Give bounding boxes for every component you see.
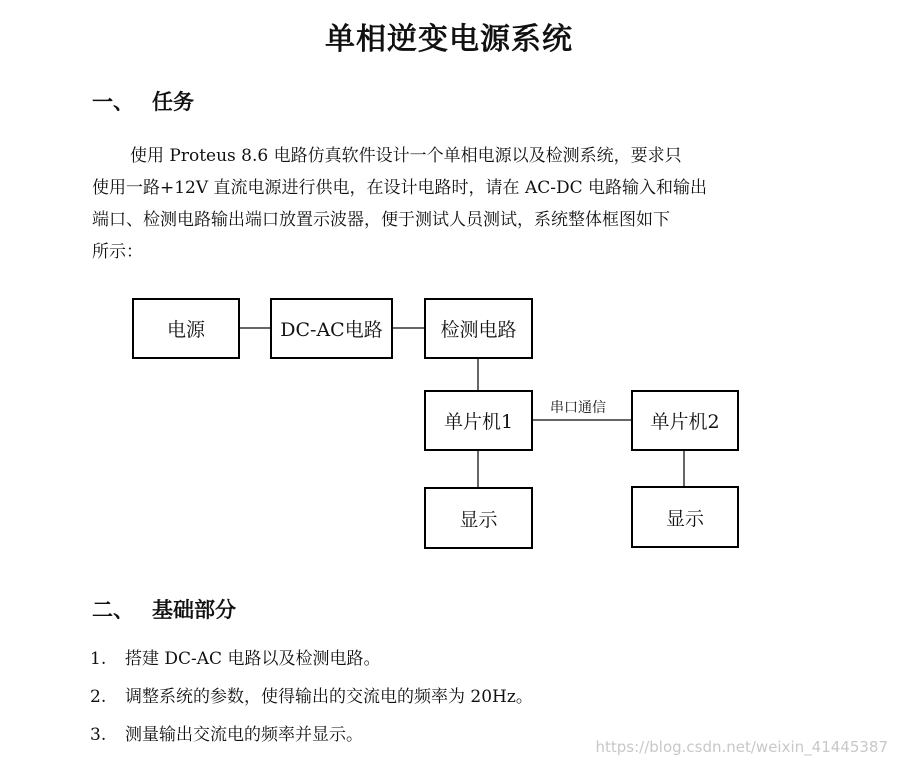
- block-display2: [631, 486, 739, 548]
- block-label: 显示: [459, 508, 498, 531]
- list-text: 测量输出交流电的频率并显示。: [125, 725, 363, 745]
- block-detect: [424, 298, 533, 359]
- section-heading-basic: [92, 594, 236, 624]
- block-label: 检测电路: [440, 319, 517, 341]
- list-index: 2.: [90, 687, 107, 707]
- block-dc-ac: [270, 298, 393, 359]
- list-index: 3.: [90, 725, 107, 745]
- basic-requirements-list: [90, 643, 533, 757]
- block-label: 单片机2: [650, 411, 720, 433]
- document-title: 单相逆变电源系统: [325, 22, 573, 57]
- block-label: DC-AC电路: [280, 319, 383, 341]
- paragraph-line: 端口、检测电路输出端口放置示波器，便于测试人员测试，系统整体框图如下: [92, 210, 670, 230]
- list-item: [90, 719, 533, 757]
- paragraph-line: 使用 Proteus 8.6 电路仿真软件设计一个单相电源以及检测系统，要求只: [130, 146, 682, 166]
- watermark-url: https://blog.csdn.net/weixin_41445387: [595, 738, 888, 756]
- list-text: 调整系统的参数，使得输出的交流电的频率为 20Hz。: [125, 687, 533, 707]
- block-mcu2: [631, 390, 739, 451]
- block-label: 单片机1: [443, 411, 514, 433]
- list-item: [90, 681, 533, 719]
- section-number: 一、: [92, 90, 134, 114]
- paragraph-line: 使用一路+12V 直流电源进行供电，在设计电路时，请在 AC-DC 电路输入和输出: [92, 178, 708, 198]
- list-index: 1.: [90, 649, 107, 669]
- block-label: 显示: [665, 507, 704, 530]
- section-number: 二、: [92, 598, 134, 622]
- block-display1: [424, 487, 533, 549]
- serial-communication-label: 串口通信: [550, 400, 606, 416]
- list-text: 搭建 DC-AC 电路以及检测电路。: [125, 649, 381, 669]
- section-title: 基础部分: [152, 598, 236, 622]
- block-power: [132, 298, 240, 359]
- paragraph-line: 所示：: [92, 242, 143, 262]
- section-title: 任务: [152, 90, 194, 114]
- list-item: [90, 643, 533, 681]
- block-mcu1: [424, 390, 533, 451]
- block-label: 电源: [166, 319, 205, 341]
